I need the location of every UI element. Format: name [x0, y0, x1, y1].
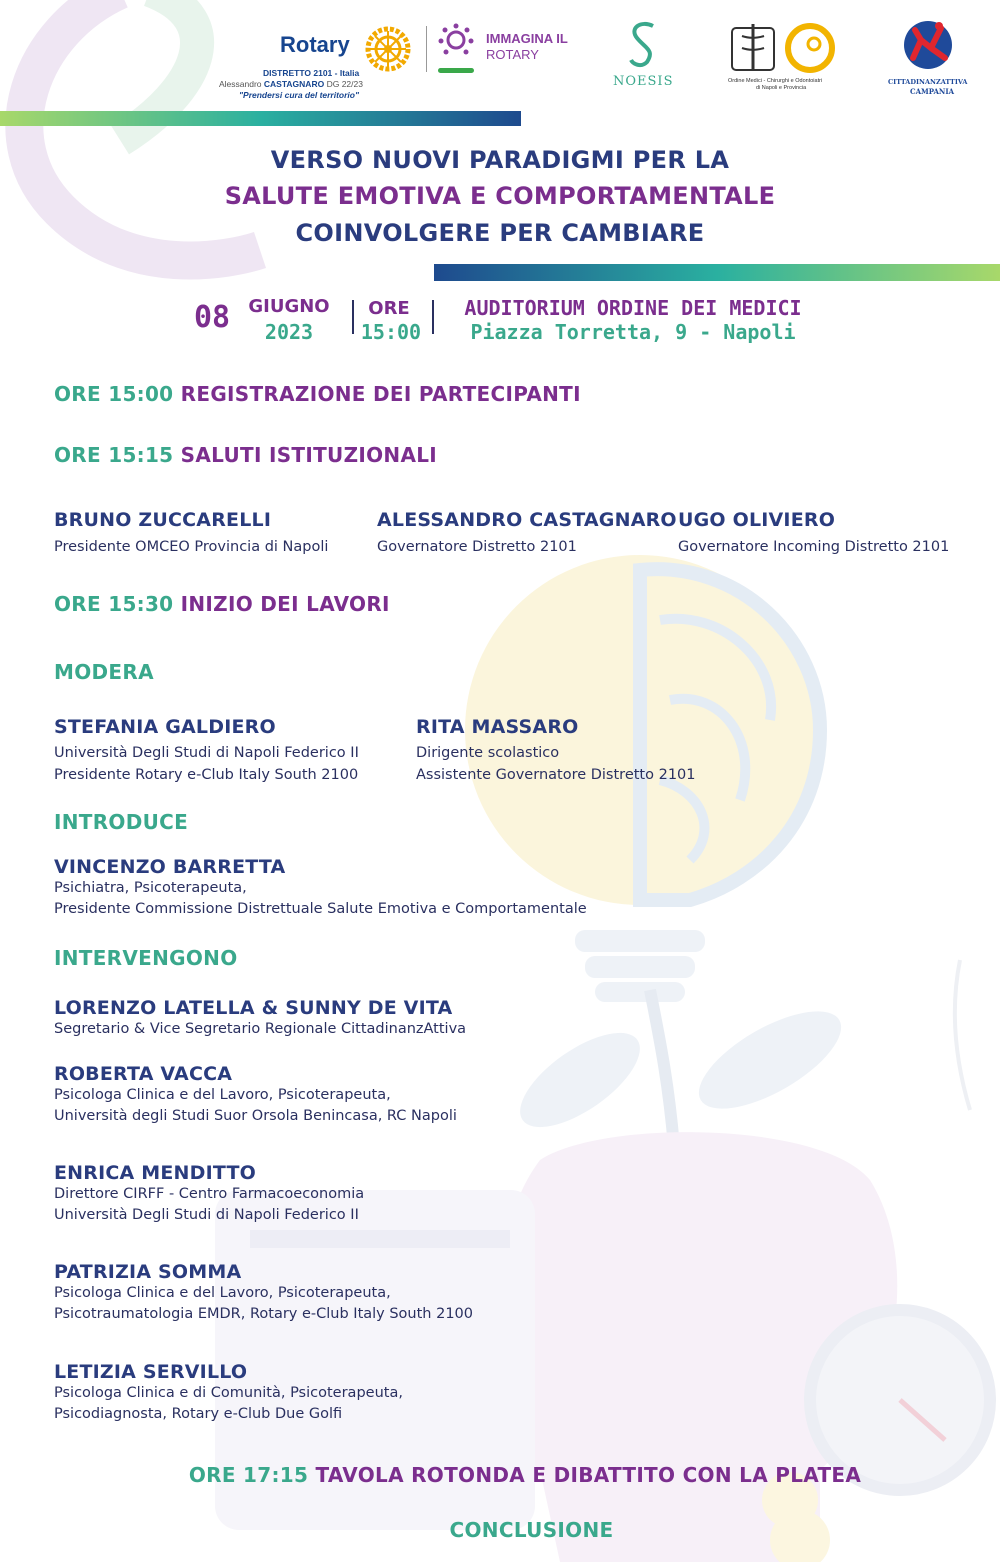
speaker-name: ALESSANDRO CASTAGNARO — [377, 509, 677, 531]
tavola-row — [0, 1463, 1000, 1487]
event-divider-2 — [432, 300, 434, 334]
event-divider-1 — [352, 300, 354, 334]
tavola-label: TAVOLA ROTONDA E DIBATTITO CON LA PLATEA — [315, 1463, 862, 1487]
speaker-name: BRUNO ZUCCARELLI — [54, 509, 272, 531]
speaker-role-1: Direttore CIRFF - Centro Farmacoeconomia — [54, 1186, 365, 1202]
speaker-name: VINCENZO BARRETTA — [54, 856, 286, 878]
saluti-row — [54, 443, 437, 467]
speaker-name: RITA MASSARO — [416, 716, 579, 738]
speaker-role: Governatore Incoming Distretto 2101 — [678, 539, 950, 555]
speaker-name: PATRIZIA SOMMA — [54, 1261, 242, 1283]
intervengono-heading: INTERVENGONO — [54, 946, 238, 970]
speaker-role-2: Psicodiagnosta, Rotary e-Club Due Golfi — [54, 1406, 343, 1422]
saluti-speaker — [54, 509, 328, 558]
speaker-name: ENRICA MENDITTO — [54, 1162, 256, 1184]
intervengono-speaker — [54, 1261, 473, 1325]
registration-time: ORE 15:00 — [54, 382, 174, 406]
title-line-1: VERSO NUOVI PARADIGMI PER LA — [270, 146, 730, 174]
speaker-role-2: Presidente Commissione Distrettuale Salute Emotiva e Comportamentale — [54, 901, 587, 917]
speaker-name: LORENZO LATELLA & SUNNY DE VITA — [54, 997, 453, 1019]
immagina-logo — [436, 22, 596, 77]
speaker-name: LETIZIA SERVILLO — [54, 1361, 248, 1383]
saluti-time: ORE 15:15 — [54, 443, 174, 467]
event-time: 15:00 — [360, 320, 422, 344]
noesis-s-icon — [623, 20, 663, 70]
speaker-role-2: Psicotraumatologia EMDR, Rotary e-Club Italy South 2100 — [54, 1306, 474, 1322]
intervengono-speaker — [54, 1063, 457, 1127]
immagina-line1: IMMAGINA IL — [486, 31, 568, 46]
speaker-role-2: Università degli Studi Suor Orsola Benincasa, RC Napoli — [54, 1108, 457, 1124]
tavola-time: ORE 17:15 — [188, 1463, 309, 1487]
speaker-role-2: Università Degli Studi di Napoli Federico II — [54, 1207, 359, 1223]
inizio-label: INIZIO DEI LAVORI — [180, 592, 390, 616]
rotary-district: DISTRETTO 2101 - Italia — [263, 68, 360, 78]
noesis-label: NOESIS — [613, 74, 674, 89]
rotary-governor-prefix: Alessandro — [219, 79, 262, 89]
logo-divider — [426, 26, 427, 72]
rotary-governor-line — [219, 79, 363, 89]
event-time-label: ORE — [368, 298, 410, 319]
rotary-wheel-icon — [365, 26, 411, 72]
immagina-line2: ROTARY — [486, 47, 539, 62]
event-year: 2023 — [264, 320, 314, 344]
speaker-role: Governatore Distretto 2101 — [377, 539, 577, 555]
registration-row — [54, 382, 581, 406]
saluti-speaker — [678, 509, 949, 558]
registration-label: REGISTRAZIONE DEI PARTECIPANTI — [180, 382, 581, 406]
speaker-role-1: Dirigente scolastico — [416, 745, 560, 761]
speaker-role-1: Psicologa Clinica e del Lavoro, Psicoterapeuta, — [54, 1087, 391, 1103]
event-venue: AUDITORIUM ORDINE DEI MEDICI — [464, 296, 802, 320]
cittadinanza-logo — [885, 18, 968, 98]
inizio-row — [54, 592, 390, 616]
event-month: GIUGNO — [248, 296, 330, 317]
caduceus-icon — [726, 20, 780, 74]
intervengono-speaker — [54, 1361, 403, 1425]
inizio-time: ORE 15:30 — [54, 592, 174, 616]
modera-speaker — [54, 716, 359, 786]
event-address: Piazza Torretta, 9 - Napoli — [470, 320, 796, 344]
title-line-3: COINVOLGERE PER CAMBIARE — [295, 219, 705, 247]
speaker-role-1: Psicologa Clinica e del Lavoro, Psicoterapeuta, — [54, 1285, 391, 1301]
saluti-label: SALUTI ISTITUZIONALI — [180, 443, 438, 467]
modera-heading: MODERA — [54, 660, 154, 684]
rotary-motto: "Prendersi cura del territorio" — [239, 90, 360, 100]
rotary-logo — [215, 24, 415, 104]
speaker-role-2: Assistente Governatore Distretto 2101 — [416, 767, 696, 783]
conclusione-heading: CONCLUSIONE — [449, 1518, 614, 1542]
speaker-role-1: Psicologa Clinica e di Comunità, Psicoterapeuta, — [54, 1385, 403, 1401]
speaker-name: ROBERTA VACCA — [54, 1063, 233, 1085]
modera-speaker — [416, 716, 696, 786]
speaker-role-2: Presidente Rotary e-Club Italy South 2100 — [54, 767, 359, 783]
speaker-role: Presidente OMCEO Provincia di Napoli — [54, 539, 329, 555]
introduce-speaker — [54, 856, 587, 920]
speaker-role-1: Università Degli Studi di Napoli Federico II — [54, 745, 359, 761]
speaker-role-1: Segretario & Vice Segretario Regionale CittadinanzAttiva — [54, 1021, 467, 1037]
rotary-wordmark: Rotary — [280, 32, 350, 57]
rotary-governor-suffix: DG 22/23 — [326, 79, 363, 89]
immagina-dots-icon — [436, 22, 476, 76]
ordine-line2: di Napoli e Provincia — [756, 85, 807, 91]
rotary-governor-name: CASTAGNARO — [263, 79, 325, 89]
event-day: 08 — [194, 300, 231, 335]
ordine-line1: Ordine Medici - Chirurghi e Odontoiatri — [728, 78, 823, 84]
cittadinanza-line2: CAMPANIA — [910, 87, 955, 96]
speaker-name: UGO OLIVIERO — [678, 509, 836, 531]
cittadinanza-figure-icon — [901, 18, 955, 72]
cittadinanza-line1: CITTADINANZATTIVA — [888, 78, 968, 86]
intervengono-speaker — [54, 997, 466, 1040]
speaker-role-1: Psichiatra, Psicoterapeuta, — [54, 880, 247, 896]
ordine-medici-logo — [726, 20, 846, 100]
ordine-circle-icon — [784, 22, 836, 74]
speaker-name: STEFANIA GALDIERO — [54, 716, 276, 738]
noesis-logo — [605, 20, 685, 92]
title-line-2: SALUTE EMOTIVA E COMPORTAMENTALE — [224, 182, 776, 210]
saluti-speaker — [377, 509, 677, 558]
intervengono-speaker — [54, 1162, 364, 1226]
introduce-heading: INTRODUCE — [54, 810, 189, 834]
